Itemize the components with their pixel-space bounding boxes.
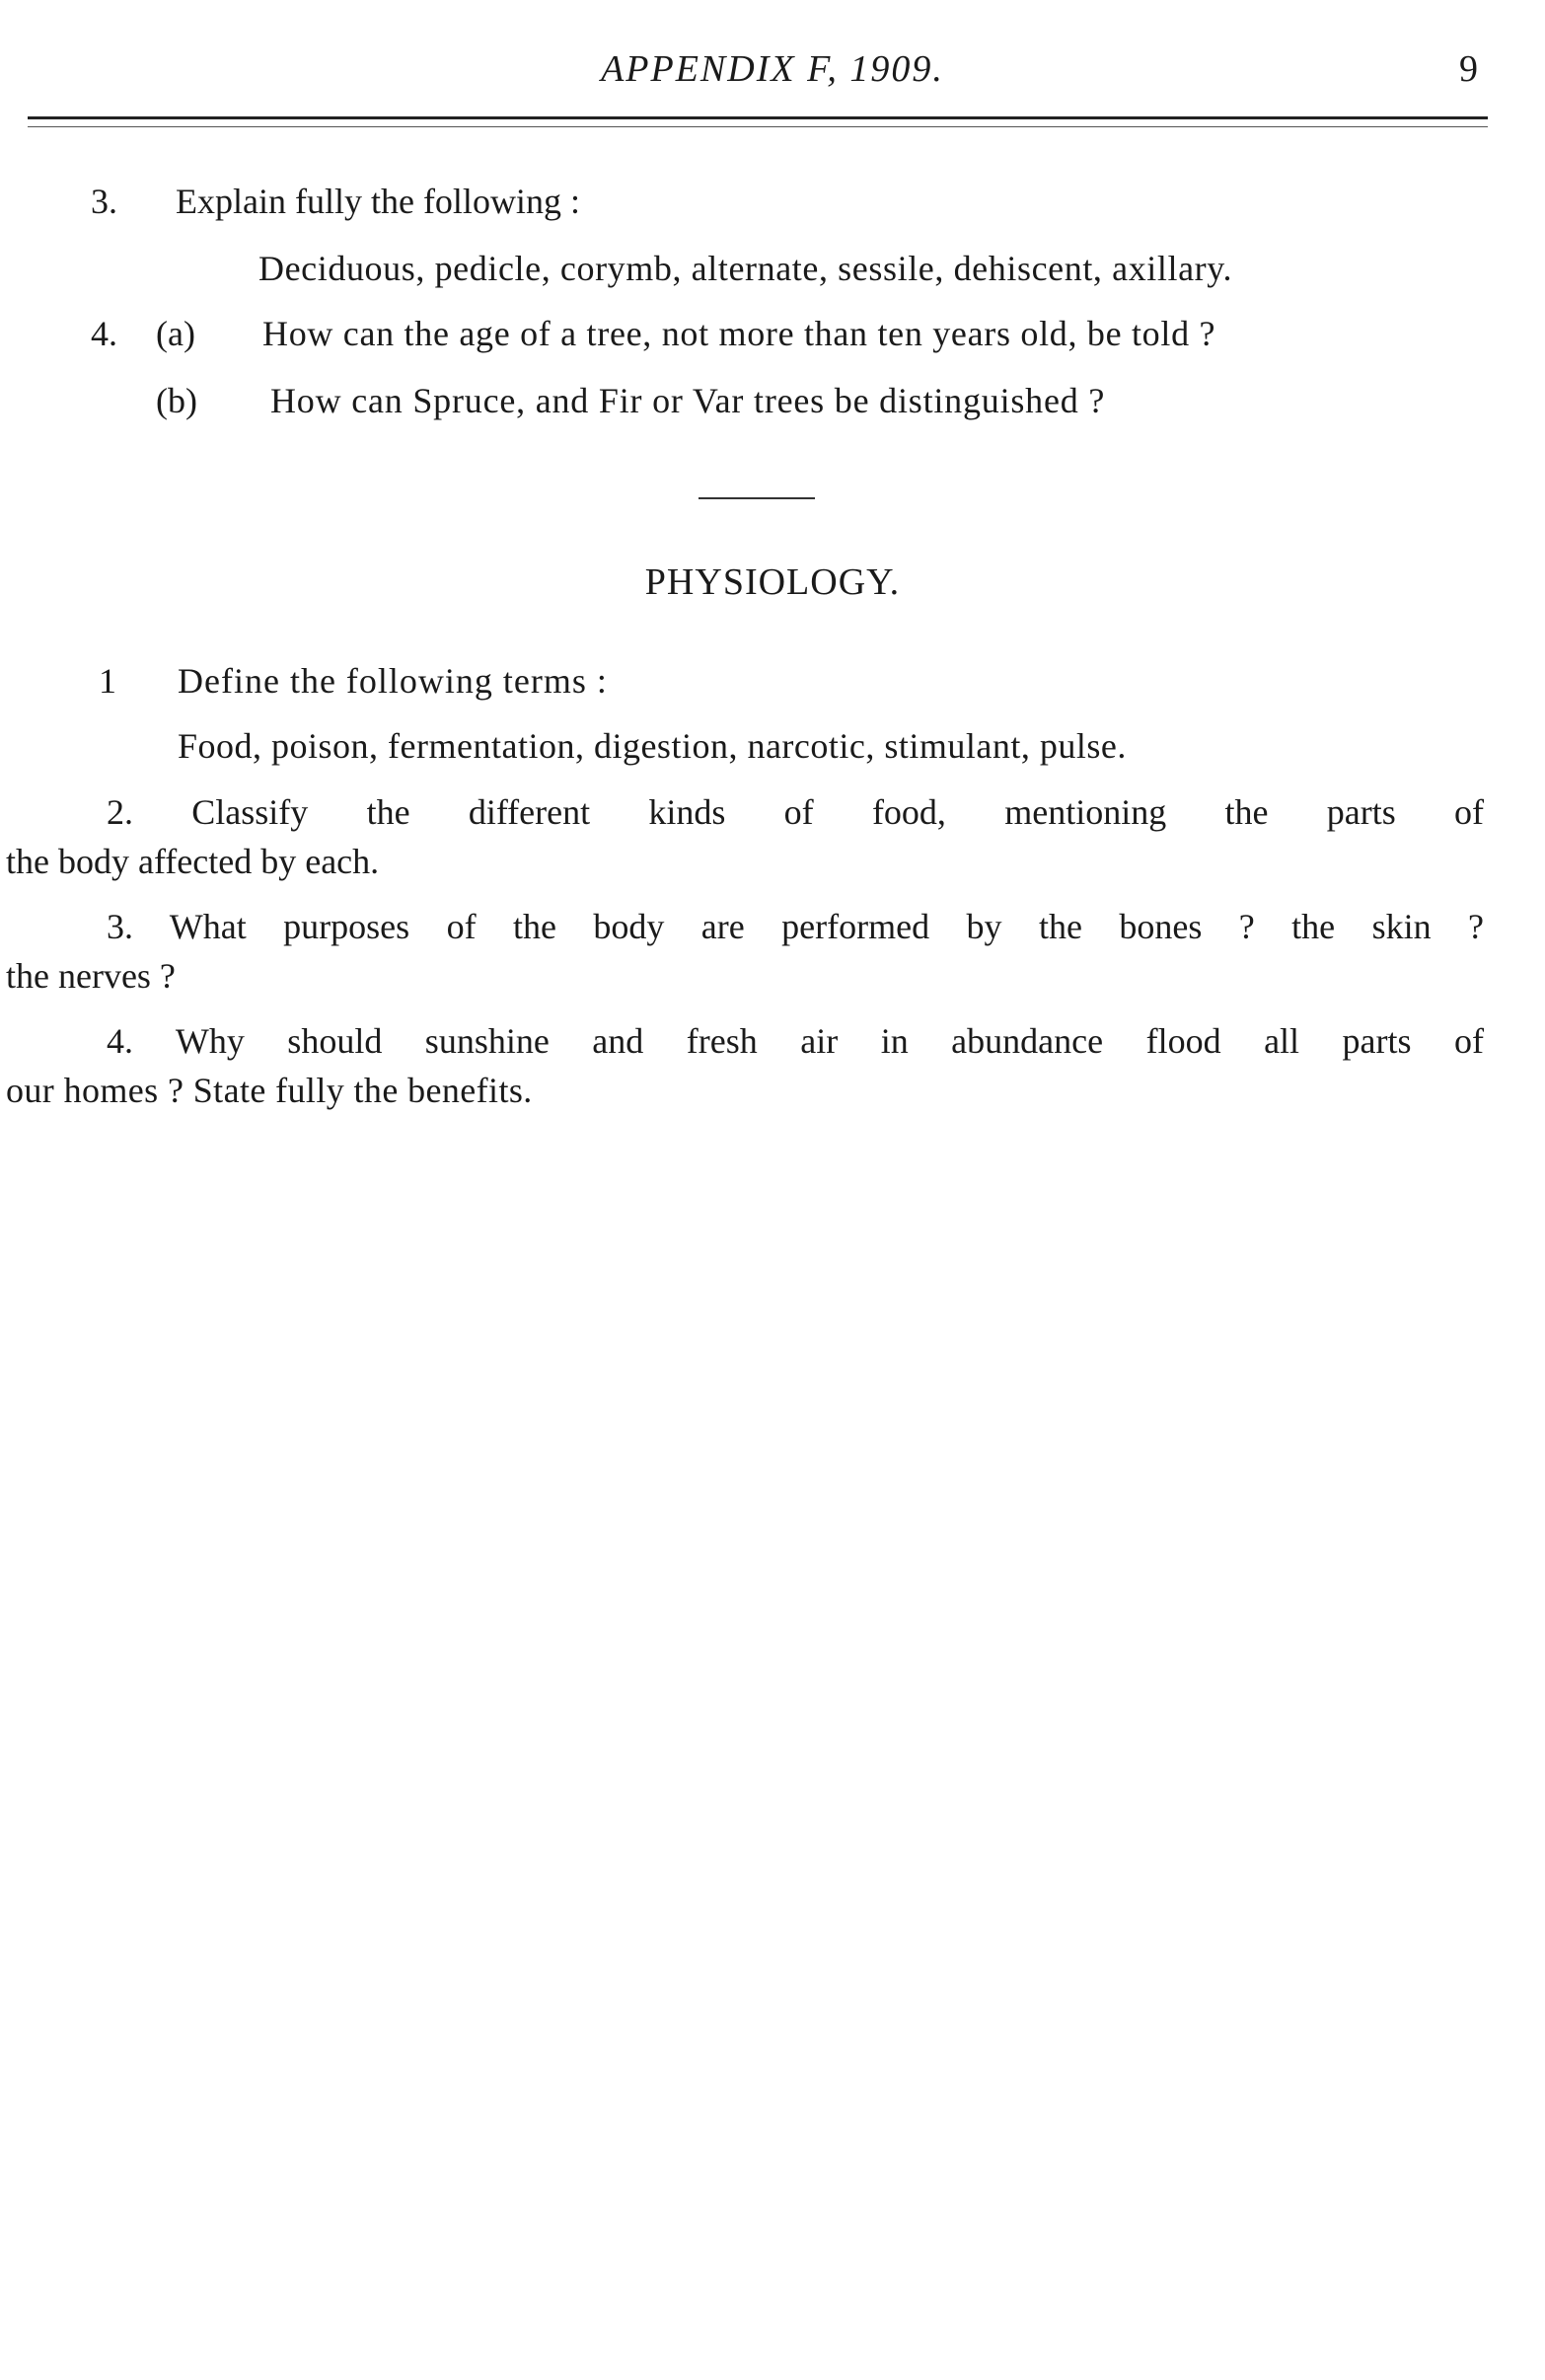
- question-4b-label: (b): [156, 381, 197, 420]
- physiology-question-3-line-1: 3. What purposes of the body are performed by the bones ? the skin ?: [107, 907, 1484, 946]
- physiology-question-2-line-2: the body affected by each.: [6, 842, 380, 881]
- physiology-question-3-line-2: the nerves ?: [6, 956, 176, 996]
- physiology-question-1-prompt: Define the following terms :: [178, 661, 608, 701]
- question-4a-label: (a): [156, 314, 195, 353]
- question-3-number: 3.: [91, 182, 117, 221]
- running-header: [0, 47, 1545, 97]
- physiology-question-1-terms: Food, poison, fermentation, digestion, narcotic, stimulant, pulse.: [178, 726, 1127, 766]
- header-rule: [28, 116, 1488, 119]
- header-title: APPENDIX F, 1909.: [601, 48, 944, 90]
- physiology-question-1-number: 1: [99, 661, 116, 701]
- physiology-question-4-line-1: 4. Why should sunshine and fresh air in abundance flood all parts of: [107, 1021, 1484, 1061]
- section-heading-physiology: PHYSIOLOGY.: [644, 561, 901, 603]
- question-3-prompt: Explain fully the following :: [176, 182, 580, 221]
- question-4a-text: How can the age of a tree, not more than ten years old, be told ?: [262, 314, 1216, 353]
- physiology-question-2-line-1: 2. Classify the different kinds of food, mentioning the parts of: [107, 792, 1484, 832]
- question-3-terms: Deciduous, pedicle, corymb, alternate, sessile, dehiscent, axillary.: [258, 249, 1233, 288]
- page-number: 9: [1459, 48, 1478, 90]
- question-4-number: 4.: [91, 314, 117, 353]
- question-4b-text: How can Spruce, and Fir or Var trees be distinguished ?: [270, 381, 1106, 420]
- header-rule-thin: [28, 126, 1488, 127]
- physiology-question-4-line-2: our homes ? State fully the benefits.: [6, 1071, 533, 1110]
- section-divider: [699, 497, 815, 499]
